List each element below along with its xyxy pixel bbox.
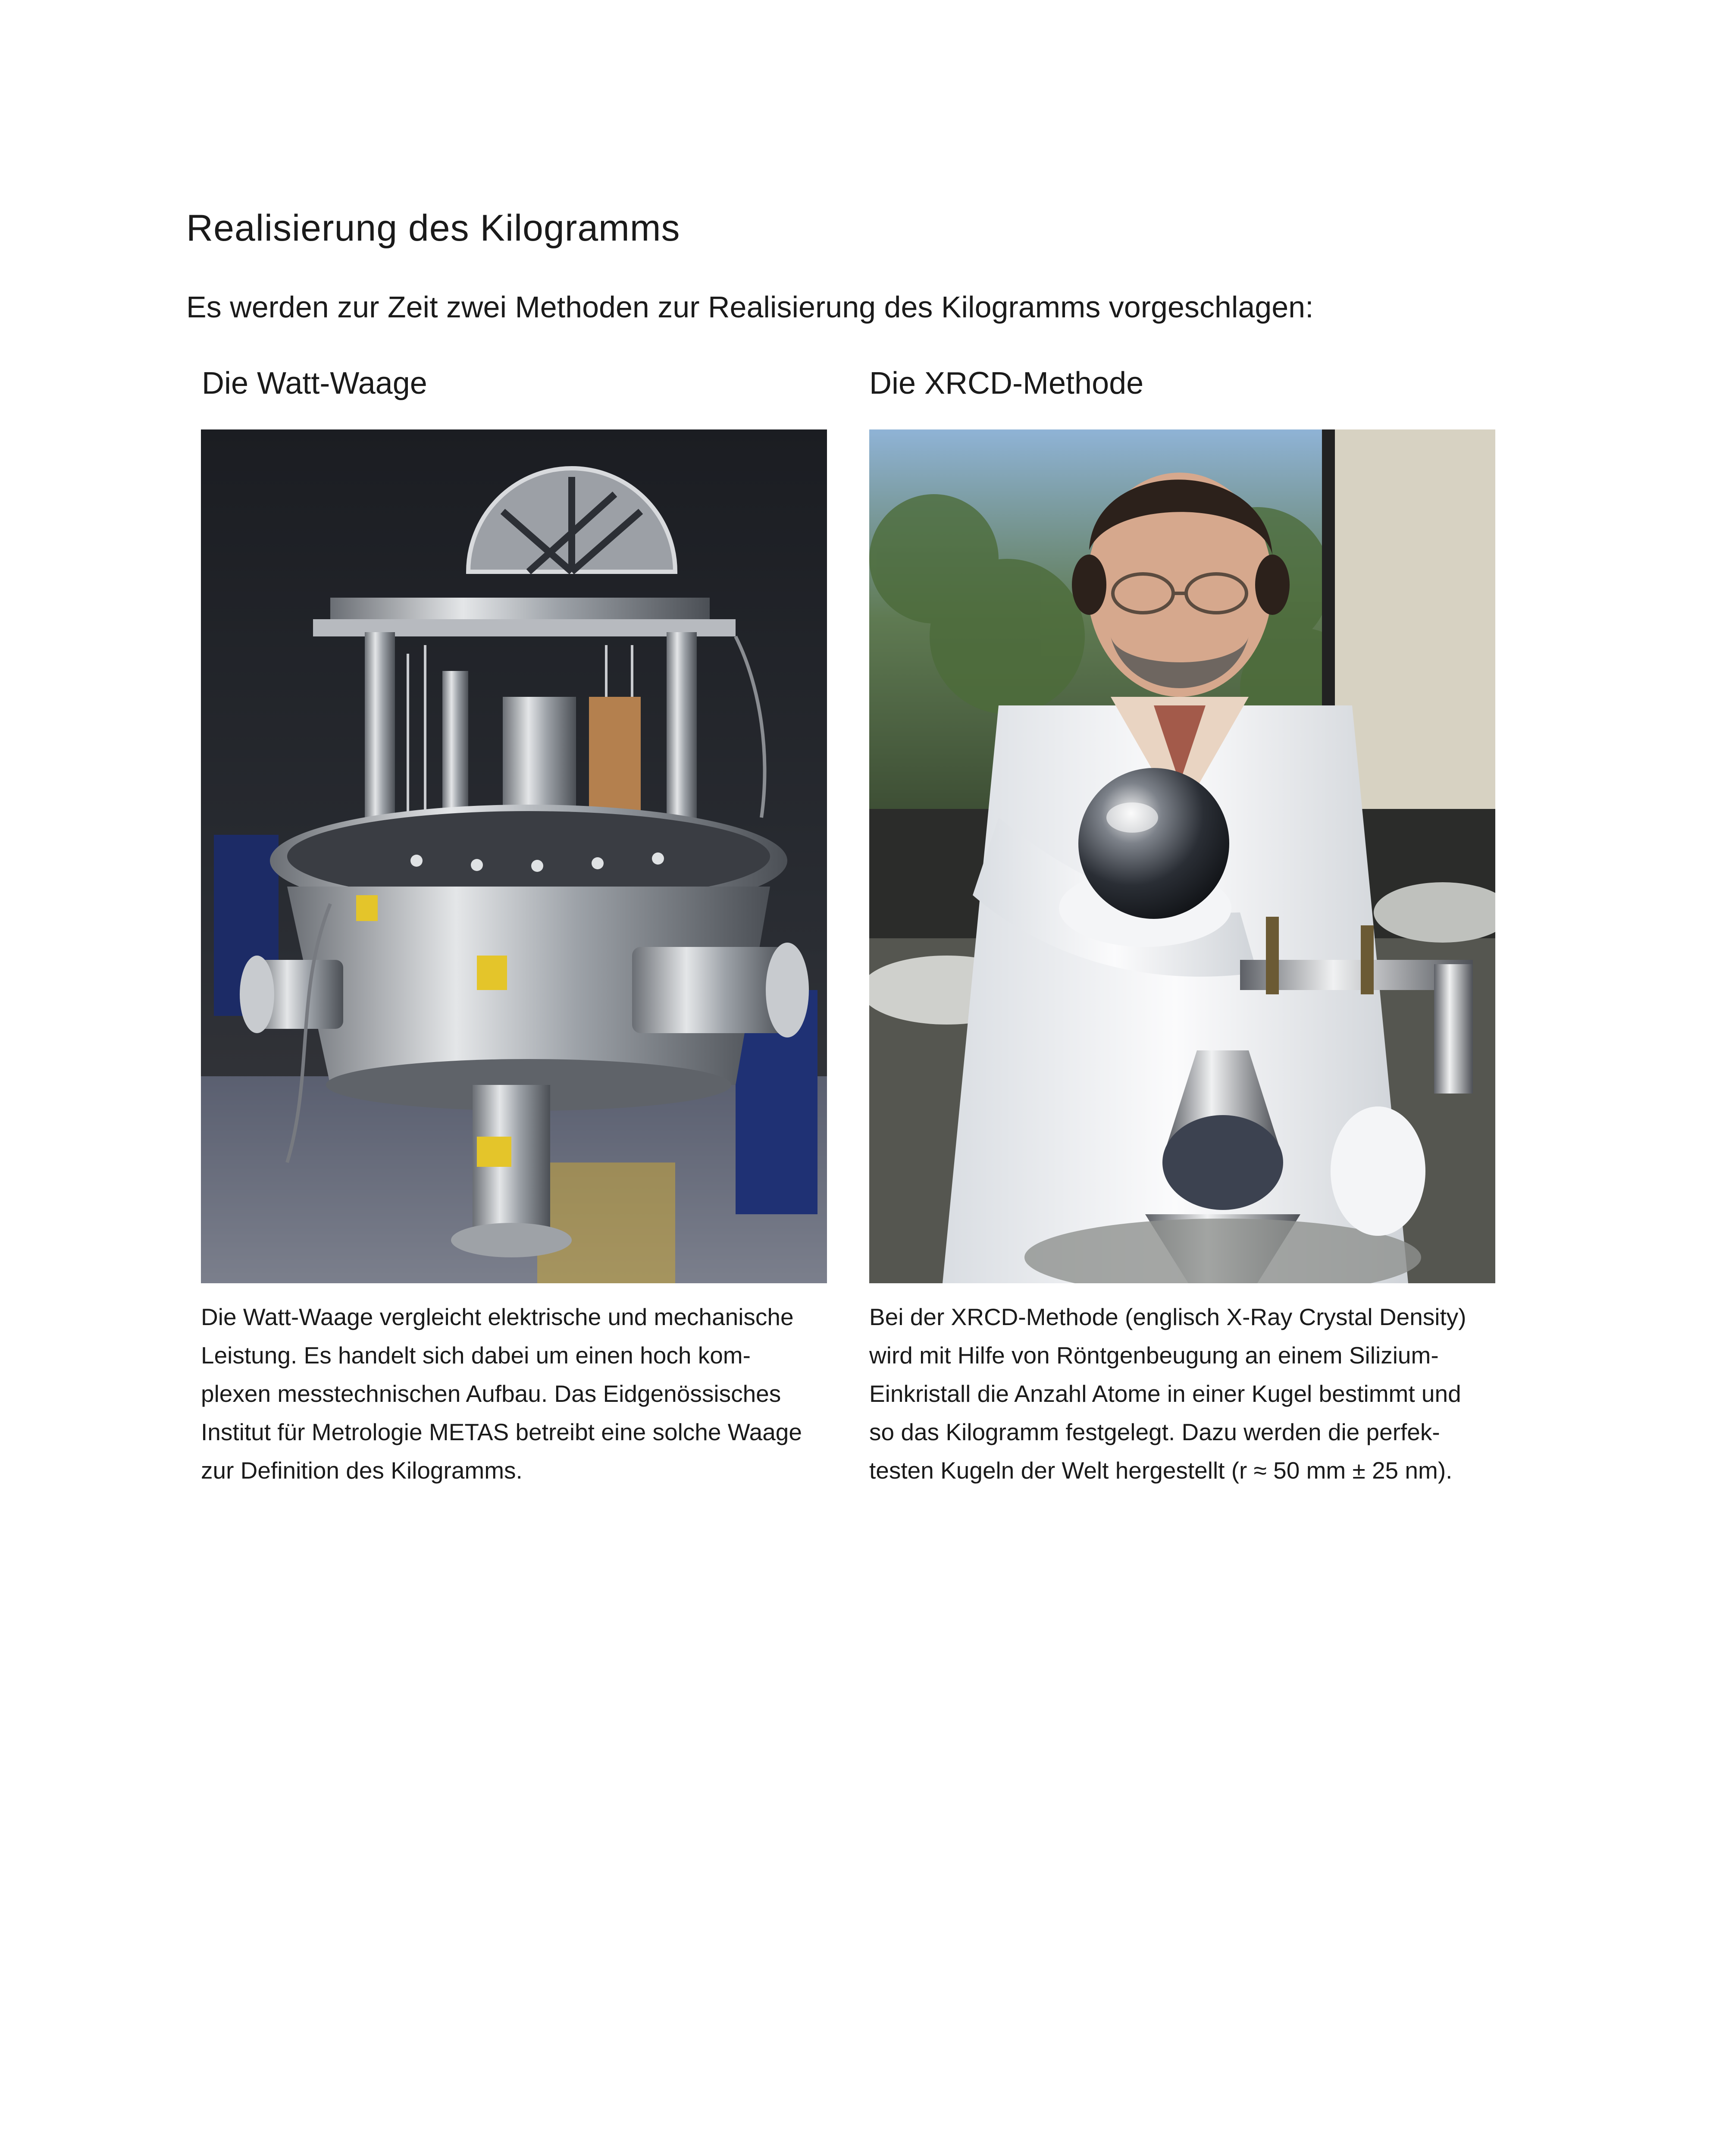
xrcd-illustration [869, 429, 1495, 1283]
watt-waage-heading: Die Watt-Waage [202, 366, 427, 401]
xrcd-heading: Die XRCD-Methode [869, 366, 1144, 401]
caption-line: Bei der XRCD-Methode (englisch X-Ray Crystal Density) [869, 1304, 1466, 1330]
silicon-sphere-photo [869, 429, 1495, 1283]
watt-waage-caption [201, 1298, 835, 1490]
caption-line: Die Watt-Waage vergleicht elektrische und mechanische [201, 1304, 794, 1330]
caption-line: Institut für Metrologie METAS betreibt eine solche Waage [201, 1419, 802, 1445]
xrcd-caption [869, 1298, 1503, 1490]
caption-line: wird mit Hilfe von Röntgenbeugung an einem Silizium- [869, 1342, 1439, 1369]
caption-line: zur Definition des Kilogramms. [201, 1457, 523, 1484]
watt-balance-illustration [201, 429, 827, 1283]
intro-text: Es werden zur Zeit zwei Methoden zur Realisierung des Kilogramms vorgeschlagen: [186, 290, 1314, 324]
caption-line: plexen messtechnischen Aufbau. Das Eidgenössisches [201, 1380, 781, 1407]
caption-line: testen Kugeln der Welt hergestellt (r ≈ 50 mm ± 25 nm). [869, 1457, 1453, 1484]
caption-line: so das Kilogramm festgelegt. Dazu werden die perfek- [869, 1419, 1440, 1445]
caption-line: Einkristall die Anzahl Atome in einer Kugel bestimmt und [869, 1380, 1461, 1407]
watt-balance-photo [201, 429, 827, 1283]
caption-line: Leistung. Es handelt sich dabei um einen hoch kom- [201, 1342, 751, 1369]
section-title: Realisierung des Kilogramms [186, 207, 680, 249]
